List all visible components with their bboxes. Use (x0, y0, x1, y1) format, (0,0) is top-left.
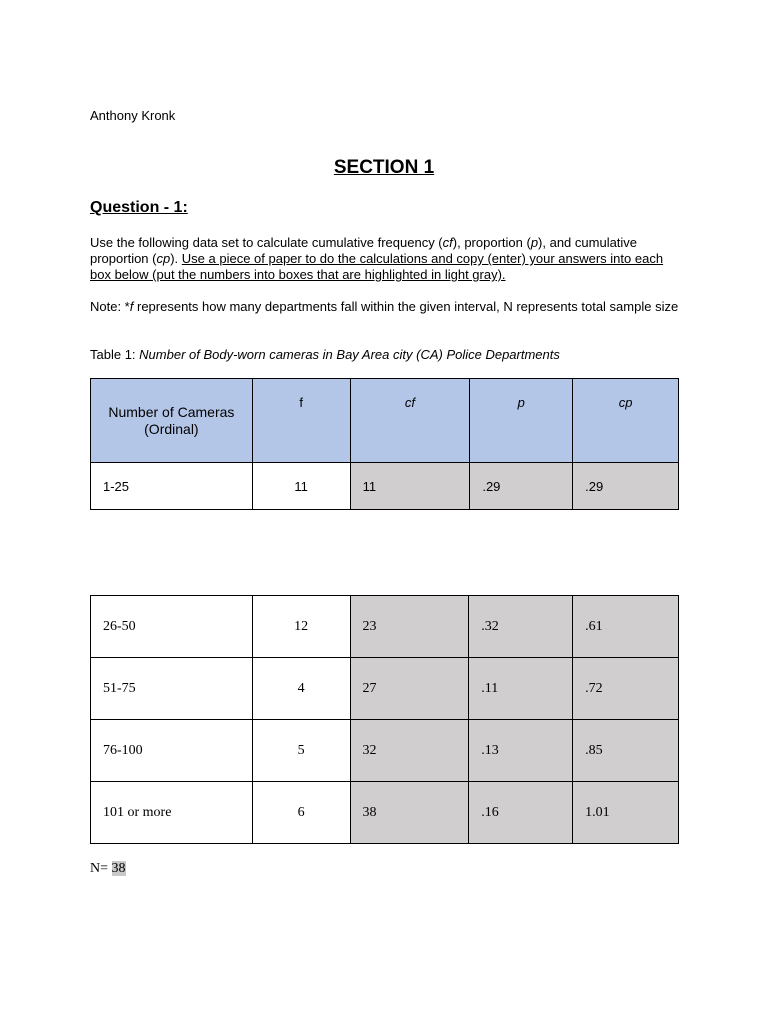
instructions-paragraph (90, 235, 680, 283)
cp-answer-box[interactable]: 1.01 (573, 782, 679, 844)
f-cell: 6 (252, 782, 350, 844)
note-rest: represents how many departments fall within the given interval, N represents total sample size (133, 299, 679, 314)
table-row (91, 596, 679, 658)
instructions-underlined: Use a piece of paper to do the calculations and copy (enter) your answers into each box below (put the numbers into boxes that are highlighted in light gray). (90, 251, 664, 282)
cp-answer-box[interactable]: .61 (573, 596, 679, 658)
frequency-table-part-2 (90, 595, 679, 844)
header-cf: cf (350, 379, 470, 463)
table-row (91, 720, 679, 782)
caption-label: Table 1: (90, 347, 140, 362)
f-cell: 12 (252, 596, 350, 658)
instructions-cp: cp (156, 251, 171, 266)
instructions-p: p (530, 235, 539, 250)
p-answer-box[interactable]: .32 (469, 596, 573, 658)
cf-answer-box[interactable]: 27 (350, 658, 469, 720)
instructions-text-4: ). (170, 251, 182, 266)
header-number-of-cameras: Number of Cameras (Ordinal) (91, 379, 253, 463)
table-row (91, 658, 679, 720)
interval-cell: 51-75 (91, 658, 253, 720)
note-paragraph (90, 299, 680, 315)
note-prefix: Note: * (90, 299, 130, 314)
frequency-table-part-1 (90, 378, 679, 510)
interval-cell: 1-25 (91, 463, 253, 510)
cp-answer-box[interactable]: .29 (573, 463, 679, 510)
sample-size-line (90, 861, 126, 877)
section-title: SECTION 1 (333, 157, 435, 178)
cp-answer-box[interactable]: .72 (573, 658, 679, 720)
table-row (91, 463, 679, 510)
f-cell: 5 (252, 720, 350, 782)
cf-answer-box[interactable]: 32 (350, 720, 469, 782)
interval-cell: 76-100 (91, 720, 253, 782)
table-header-row (91, 379, 679, 463)
f-cell: 11 (252, 463, 350, 510)
cp-answer-box[interactable]: .85 (573, 720, 679, 782)
header-p: p (470, 379, 573, 463)
caption-title: Number of Body-worn cameras in Bay Area city (CA) Police Departments (139, 347, 560, 362)
table-caption (90, 347, 560, 362)
instructions-cf: cf (442, 235, 453, 250)
table-row (91, 782, 679, 844)
author-name: Anthony Kronk (90, 108, 176, 123)
header-f: f (252, 379, 350, 463)
sample-size-value[interactable]: 38 (111, 861, 126, 876)
note-f: f (129, 299, 134, 314)
cf-answer-box[interactable]: 38 (350, 782, 469, 844)
cf-answer-box[interactable]: 23 (350, 596, 469, 658)
p-answer-box[interactable]: .11 (469, 658, 573, 720)
f-cell: 4 (252, 658, 350, 720)
header-cp: cp (573, 379, 679, 463)
question-title: Question - 1: (90, 199, 188, 216)
instructions-text-2: ), proportion ( (452, 235, 531, 250)
sample-size-label: N= (90, 861, 112, 876)
p-answer-box[interactable]: .29 (470, 463, 573, 510)
cf-answer-box[interactable]: 11 (350, 463, 470, 510)
interval-cell: 101 or more (91, 782, 253, 844)
instructions-text-1: Use the following data set to calculate cumulative frequency ( (90, 235, 443, 250)
instructions-text-3: ), and cumulative proportion ( (90, 235, 638, 266)
p-answer-box[interactable]: .16 (469, 782, 573, 844)
p-answer-box[interactable]: .13 (469, 720, 573, 782)
interval-cell: 26-50 (91, 596, 253, 658)
